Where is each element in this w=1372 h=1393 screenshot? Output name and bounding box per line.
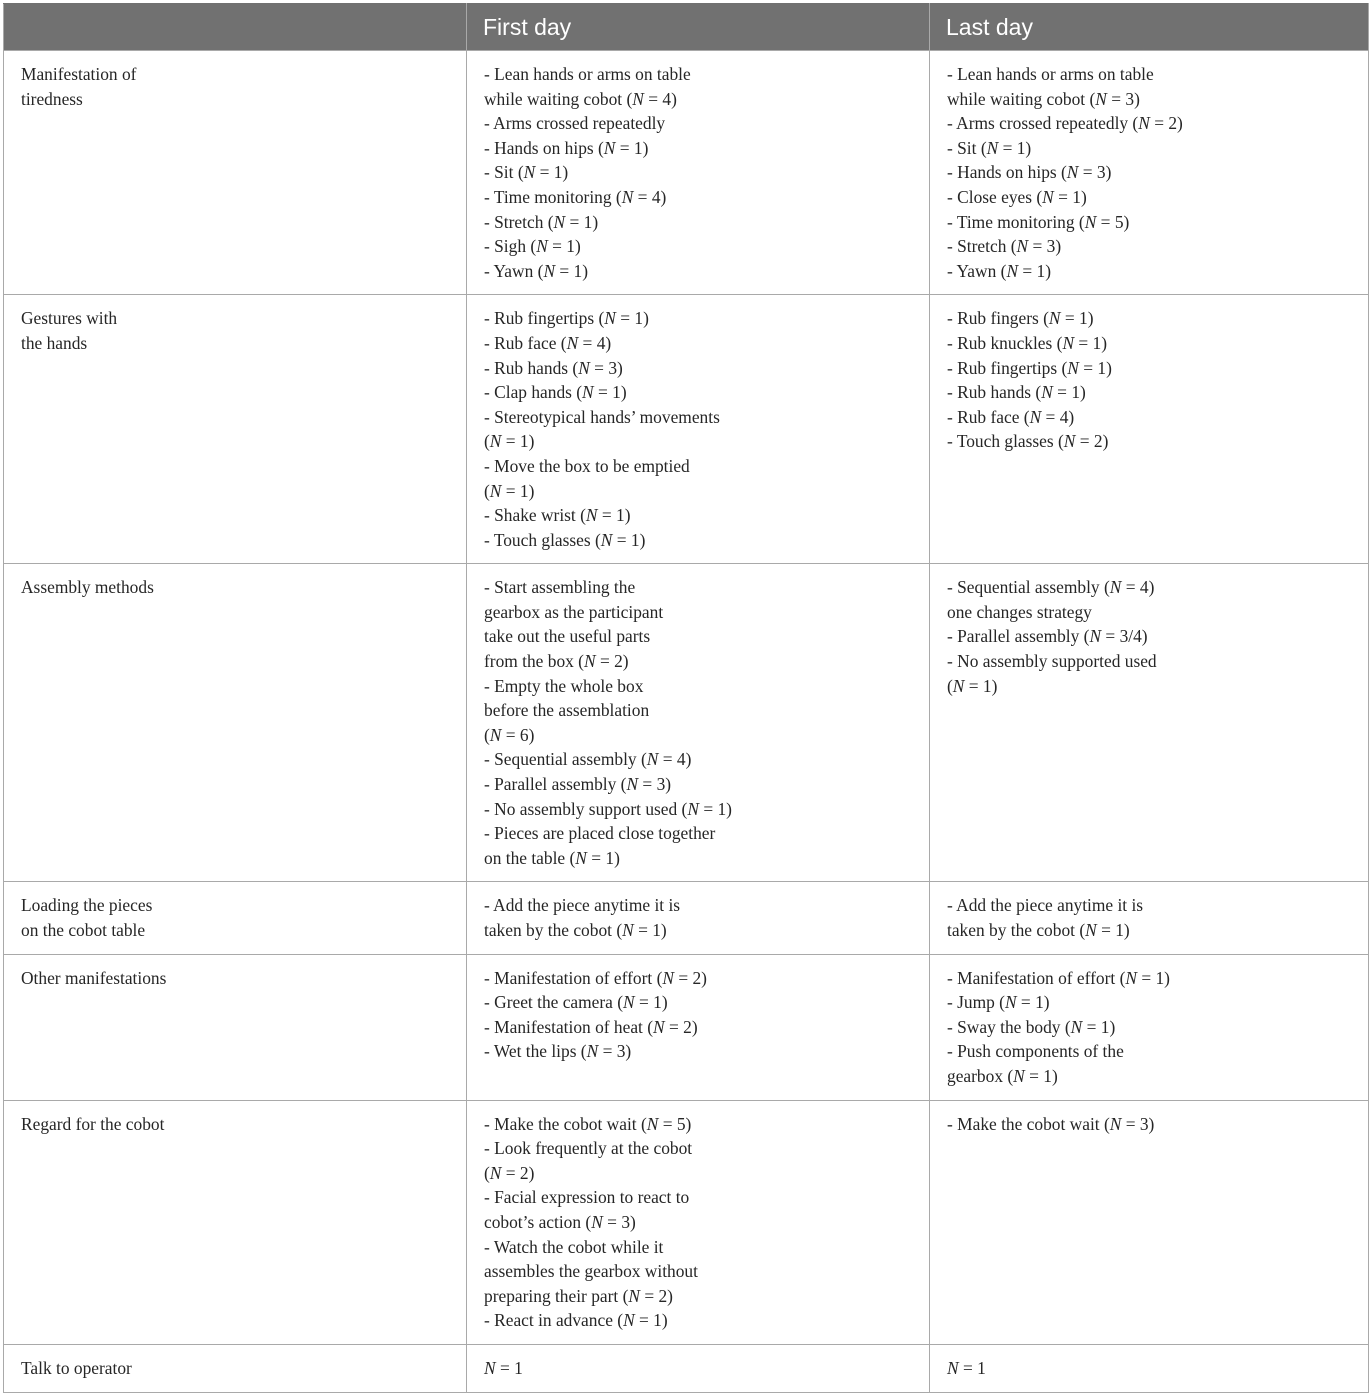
cell-line: N = 1: [484, 1357, 523, 1378]
cell-line: the hands: [21, 332, 88, 353]
cell-line: taken by the cobot (N = 1): [484, 920, 667, 940]
cell-line: - Watch the cobot while it: [484, 1236, 664, 1257]
cell-line: take out the useful parts: [484, 626, 651, 647]
cell-line: - Parallel assembly (N = 3/4): [947, 626, 1148, 647]
table-row: [4, 564, 1369, 882]
cell-line: - Greet the camera (N = 1): [484, 992, 668, 1013]
category-cell: [4, 882, 467, 954]
cell-line: - Manifestation of effort (N = 2): [484, 967, 707, 988]
first-day-cell: [467, 954, 930, 1100]
cell-line: Gestures with: [21, 308, 118, 329]
cell-line: one changes strategy: [947, 601, 1092, 622]
cell-line: - Touch glasses (N = 2): [947, 431, 1109, 452]
cell-line: (N = 1): [484, 480, 535, 501]
cell-line: - Sit (N = 1): [484, 162, 569, 183]
cell-line: - Touch glasses (N = 1): [484, 529, 646, 550]
cell-line: - Wet the lips (N = 3): [484, 1041, 632, 1062]
cell-line: - Rub fingers (N = 1): [947, 308, 1094, 329]
cell-line: Talk to operator: [21, 1357, 132, 1378]
cell-line: - Facial expression to react to: [484, 1187, 690, 1208]
cell-line: on the table (N = 1): [484, 847, 620, 868]
cell-line: - Sway the body (N = 1): [947, 1016, 1116, 1037]
cell-line: - Lean hands or arms on table: [484, 64, 691, 84]
category-cell: [4, 51, 467, 295]
cell-line: - Sit (N = 1): [947, 137, 1032, 158]
cell-line: - Yawn (N = 1): [947, 260, 1052, 281]
cell-line: (N = 1): [484, 431, 535, 452]
cell-line: - Time monitoring (N = 5): [947, 211, 1130, 232]
cell-line: gearbox as the participant: [484, 601, 664, 622]
cell-line: - Sequential assembly (N = 4): [484, 749, 692, 770]
last-day-cell: [930, 295, 1369, 564]
cell-line: preparing their part (N = 2): [484, 1285, 673, 1306]
cell-line: - React in advance (N = 1): [484, 1310, 668, 1331]
cell-line: gearbox (N = 1): [947, 1065, 1058, 1086]
last-day-cell: [930, 1100, 1369, 1344]
cell-line: N = 1: [947, 1357, 986, 1378]
cell-line: (N = 6): [484, 724, 535, 745]
cell-line: - Rub fingertips (N = 1): [947, 357, 1112, 378]
cell-line: - No assembly supported used: [947, 651, 1157, 672]
cell-line: - Rub face (N = 4): [947, 406, 1075, 427]
table-row: [4, 1100, 1369, 1344]
cell-line: - Make the cobot wait (N = 3): [947, 1113, 1155, 1134]
cell-line: cobot’s action (N = 3): [484, 1211, 636, 1232]
cell-line: (N = 2): [484, 1162, 535, 1183]
cell-line: - Empty the whole box: [484, 675, 644, 696]
cell-line: - Shake wrist (N = 1): [484, 505, 631, 526]
cell-line: - Rub hands (N = 3): [484, 357, 623, 378]
cell-line: - Start assembling the: [484, 577, 636, 598]
cell-line: - Rub hands (N = 1): [947, 382, 1086, 403]
first-day-cell: [467, 295, 930, 564]
table-row: [4, 1344, 1369, 1392]
cell-line: - Parallel assembly (N = 3): [484, 774, 672, 795]
cell-line: on the cobot table: [21, 920, 146, 940]
cell-line: - Push components of the: [947, 1041, 1124, 1062]
category-cell: [4, 954, 467, 1100]
cell-line: - Manifestation of heat (N = 2): [484, 1016, 698, 1037]
category-cell: [4, 295, 467, 564]
cell-line: - No assembly support used (N = 1): [484, 798, 732, 819]
cell-line: - Hands on hips (N = 1): [484, 137, 649, 158]
cell-line: - Jump (N = 1): [947, 992, 1050, 1013]
table-body: [4, 51, 1369, 1393]
cell-line: - Sequential assembly (N = 4): [947, 577, 1155, 598]
first-day-cell: [467, 564, 930, 882]
cell-line: - Make the cobot wait (N = 5): [484, 1113, 692, 1134]
header-category: [4, 4, 467, 51]
cell-line: while waiting cobot (N = 4): [484, 88, 677, 109]
cell-line: Loading the pieces: [21, 895, 153, 916]
cell-line: from the box (N = 2): [484, 651, 629, 672]
cell-line: while waiting cobot (N = 3): [947, 88, 1140, 109]
first-day-cell: [467, 1344, 930, 1392]
cell-line: - Rub fingertips (N = 1): [484, 308, 649, 329]
cell-line: (N = 1): [947, 675, 998, 696]
first-day-cell: [467, 51, 930, 295]
last-day-cell: [930, 564, 1369, 882]
table-row: [4, 882, 1369, 954]
cell-line: - Clap hands (N = 1): [484, 382, 627, 403]
header-last-day: Last day: [930, 4, 1369, 51]
last-day-cell: [930, 1344, 1369, 1392]
cell-line: taken by the cobot (N = 1): [947, 920, 1130, 940]
last-day-cell: [930, 882, 1369, 954]
cell-line: - Stretch (N = 3): [947, 236, 1062, 257]
cell-line: - Sigh (N = 1): [484, 236, 581, 257]
cell-line: - Arms crossed repeatedly (N = 2): [947, 113, 1183, 134]
cell-line: Other manifestations: [21, 967, 167, 988]
cell-line: Assembly methods: [21, 577, 154, 598]
first-day-cell: [467, 1100, 930, 1344]
cell-line: - Lean hands or arms on table: [947, 64, 1154, 84]
cell-line: - Manifestation of effort (N = 1): [947, 967, 1170, 988]
cell-line: tiredness: [21, 88, 83, 109]
last-day-cell: [930, 954, 1369, 1100]
cell-line: - Rub face (N = 4): [484, 332, 612, 353]
cell-line: Manifestation of: [21, 64, 137, 84]
header-first-day: First day: [467, 4, 930, 51]
category-cell: [4, 564, 467, 882]
cell-line: - Rub knuckles (N = 1): [947, 332, 1108, 353]
observations-table: [3, 3, 1369, 1393]
cell-line: - Time monitoring (N = 4): [484, 186, 667, 207]
cell-line: - Add the piece anytime it is: [947, 895, 1144, 916]
cell-line: - Stretch (N = 1): [484, 211, 599, 232]
cell-line: - Move the box to be emptied: [484, 455, 690, 476]
cell-line: - Close eyes (N = 1): [947, 186, 1087, 207]
cell-line: - Hands on hips (N = 3): [947, 162, 1112, 183]
category-cell: [4, 1100, 467, 1344]
cell-line: Regard for the cobot: [21, 1113, 165, 1134]
cell-line: - Yawn (N = 1): [484, 260, 589, 281]
cell-line: before the assemblation: [484, 700, 650, 721]
cell-line: - Pieces are placed close together: [484, 823, 716, 844]
first-day-cell: [467, 882, 930, 954]
cell-line: - Add the piece anytime it is: [484, 895, 681, 916]
cell-line: - Arms crossed repeatedly: [484, 113, 666, 134]
header-row: [4, 4, 1369, 51]
table-row: [4, 51, 1369, 295]
cell-line: assembles the gearbox without: [484, 1261, 698, 1282]
table-row: [4, 295, 1369, 564]
cell-line: - Stereotypical hands’ movements: [484, 406, 720, 427]
category-cell: [4, 1344, 467, 1392]
last-day-cell: [930, 51, 1369, 295]
table-row: [4, 954, 1369, 1100]
cell-line: - Look frequently at the cobot: [484, 1138, 693, 1159]
